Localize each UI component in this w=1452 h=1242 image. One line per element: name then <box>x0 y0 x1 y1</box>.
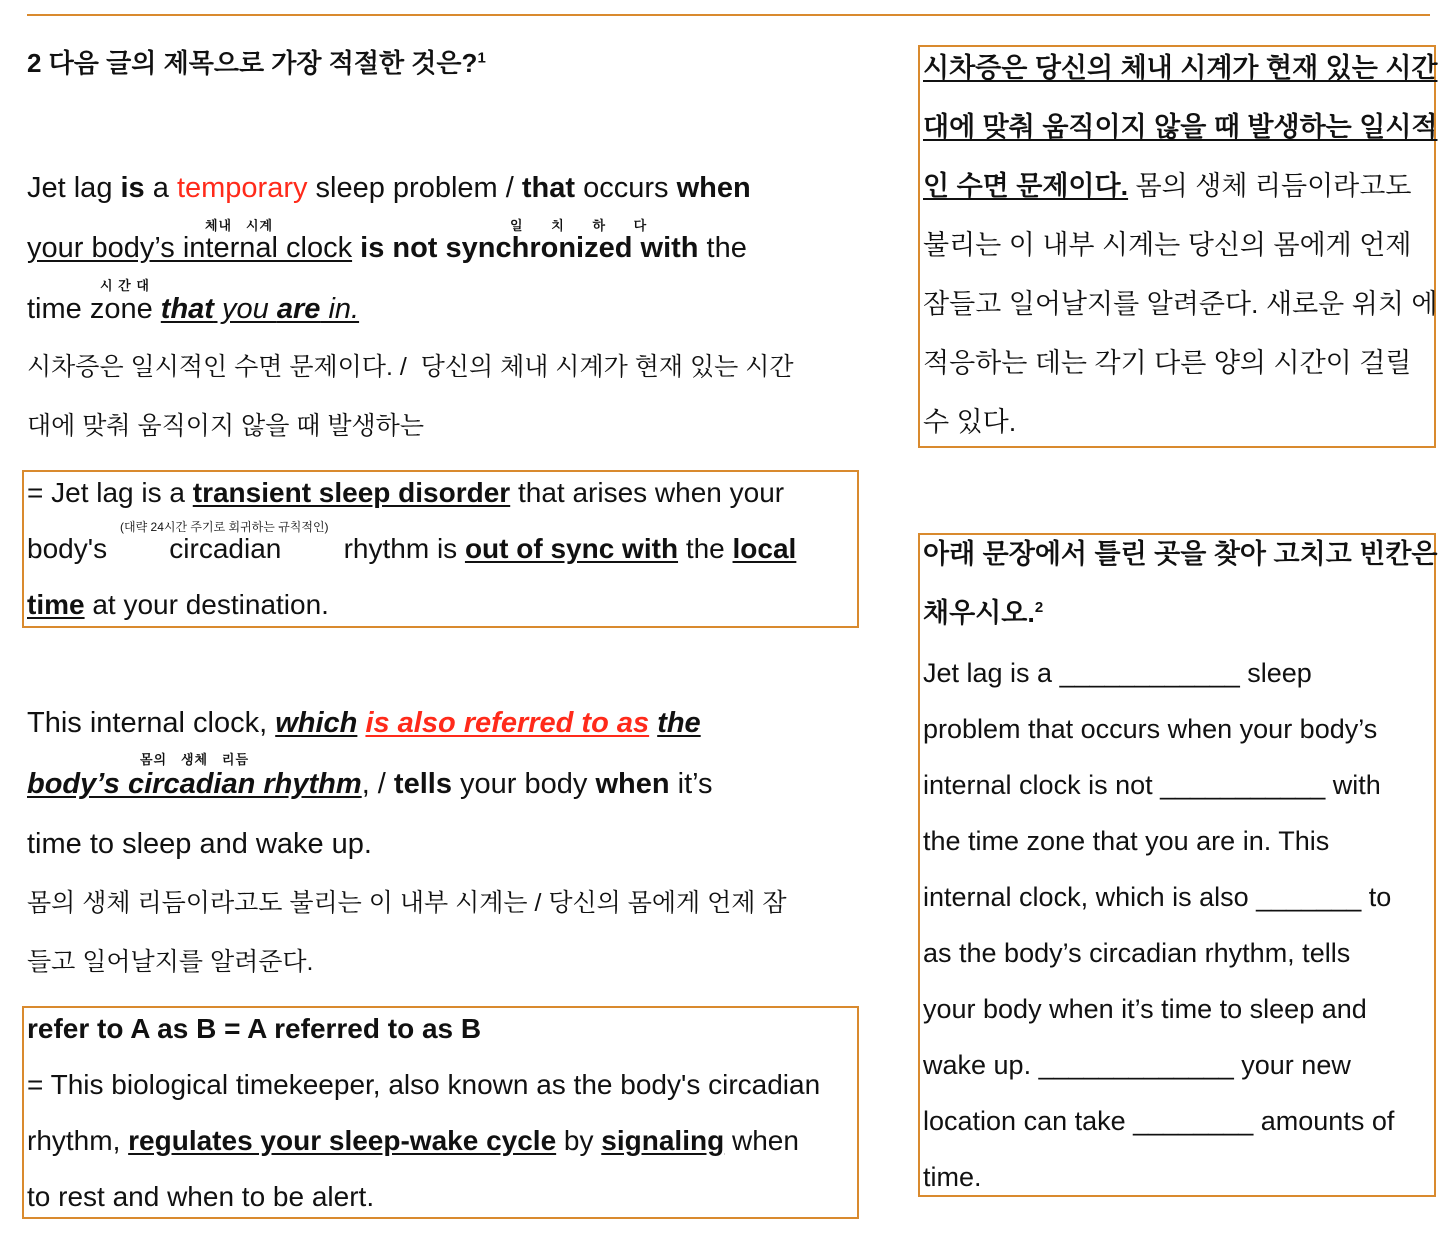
text-segment: at your destination. <box>84 589 329 620</box>
text-segment: a <box>144 172 177 204</box>
text-segment: occurs <box>575 172 677 204</box>
exercise-line: the time zone that you are in. This <box>923 826 1330 856</box>
text-segment: to rest and when to be alert. <box>27 1181 375 1212</box>
text-segment: the <box>698 232 747 264</box>
exercise-line: your body when it’s time to sleep and <box>923 994 1367 1024</box>
text-segment: when <box>724 1125 799 1156</box>
top-rule <box>27 14 1430 16</box>
text-segment: when <box>595 768 670 800</box>
passage-line <box>27 770 713 799</box>
annotation-internal-clock: 체내 시계 <box>205 218 274 233</box>
text-segment: transient sleep disorder <box>192 477 511 508</box>
annotation-circadian: (대략 24시간 주기로 회귀하는 규칙적인) <box>120 520 329 534</box>
paraphrase-line <box>27 1183 374 1211</box>
text-segment: time zone <box>27 293 161 325</box>
passage-line <box>27 830 372 859</box>
paraphrase-line <box>27 479 784 507</box>
text-segment: body's circadian rhythm is <box>27 533 465 564</box>
annotation-circadian-rhythm: 몸의 생체 리듬 <box>140 752 250 767</box>
text-segment: that <box>521 172 576 204</box>
korean-translation-line: 대에 맞춰 움직이지 않을 때 발생하는 <box>27 412 424 440</box>
text-segment: Jet lag <box>27 172 121 204</box>
text-segment: that <box>160 293 214 325</box>
footnote-marker: 2 <box>1034 599 1044 616</box>
text-segment: 몸의 생체 리듬이라고도 <box>1128 171 1412 201</box>
text-segment: the <box>678 533 733 564</box>
text-segment: 불리는 이 내부 시계는 당신의 몸에게 언제 <box>923 230 1412 260</box>
exercise-title <box>923 600 1043 627</box>
text-segment: out of sync with <box>464 533 679 564</box>
footnote-marker: 1 <box>477 49 486 67</box>
exercise-box <box>918 533 1436 1197</box>
paraphrase-line <box>27 535 796 563</box>
text-segment: time to sleep and wake up. <box>27 828 372 860</box>
passage-line <box>27 295 359 324</box>
exercise-line: Jet lag is a ____________ sleep <box>923 658 1312 688</box>
text-segment: when <box>676 172 751 204</box>
translation-line <box>923 232 1411 259</box>
text-segment: 잠들고 일어날지를 알려준다. 새로운 위치 에 <box>923 289 1438 319</box>
exercise-line: location can take ________ amounts of <box>923 1106 1395 1136</box>
translation-line <box>923 291 1437 318</box>
translation-line <box>923 114 1437 141</box>
annotation-time-zone: 시 간 대 <box>100 278 150 293</box>
text-segment: temporary <box>176 172 308 204</box>
text-segment: you <box>213 293 277 325</box>
korean-translation-line: 몸의 생체 리듬이라고도 불리는 이 내부 시계는 / 당신의 몸에게 언제 잠 <box>27 889 787 917</box>
text-segment: This internal clock, <box>27 707 276 739</box>
text-segment: , / <box>361 768 394 800</box>
translation-line <box>923 173 1411 200</box>
text-segment: your body’s internal clock <box>27 232 353 264</box>
text-segment: = Jet lag is a <box>27 477 193 508</box>
exercise-line: problem that occurs when your body’s <box>923 714 1378 744</box>
text-segment <box>649 707 657 739</box>
passage-line <box>27 174 751 203</box>
text-segment: are <box>276 293 321 325</box>
text-segment: 시차증은 당신의 체내 시계가 현재 있는 시간 <box>923 53 1438 83</box>
annotation-synchronized: 일 치 하 다 <box>510 218 648 233</box>
translation-line <box>923 55 1437 82</box>
translation-line <box>923 409 1016 436</box>
text-segment: by <box>556 1125 602 1156</box>
exercise-line: wake up. _____________ your new <box>923 1050 1351 1080</box>
text-segment: signaling <box>601 1125 725 1156</box>
text-segment: is <box>120 172 145 204</box>
text-segment: sleep problem / <box>307 172 522 204</box>
question-text: 2 다음 글의 제목으로 가장 적절한 것은? <box>27 48 478 78</box>
text-segment: is not synchronized with <box>360 232 699 264</box>
text-segment: 대에 맞춰 움직이지 않을 때 발생하는 일시적 <box>923 112 1438 142</box>
text-segment: refer to A as B = A referred to as B <box>27 1013 482 1044</box>
text-segment: = This biological timekeeper, also known as the body's circadian <box>27 1069 821 1100</box>
text-segment: local <box>732 533 797 564</box>
exercise-line: as the body’s circadian rhythm, tells <box>923 938 1351 968</box>
text-segment: in. <box>320 293 360 325</box>
text-segment: 인 수면 문제이다. <box>923 171 1129 201</box>
exercise-line: time. <box>923 1162 982 1192</box>
exercise-title: 아래 문장에서 틀린 곳을 찾아 고치고 빈칸은 <box>923 539 1438 569</box>
paraphrase-line <box>27 1015 481 1043</box>
korean-translation-line: 들고 일어날지를 알려준다. <box>27 948 314 976</box>
text-segment <box>352 232 360 264</box>
text-segment: time <box>27 589 85 620</box>
text-segment: 수 있다. <box>923 407 1017 437</box>
exercise-line: internal clock, which is also _______ to <box>923 882 1392 912</box>
text-segment: which <box>275 707 358 739</box>
paraphrase-line <box>27 591 329 619</box>
text-segment: regulates your sleep-wake cycle <box>128 1125 557 1156</box>
text-segment: rhythm, <box>27 1125 129 1156</box>
passage-line <box>27 709 701 738</box>
exercise-title-text: 채우시오. <box>923 598 1035 628</box>
passage-line <box>27 234 747 263</box>
exercise-line: internal clock is not ___________ with <box>923 770 1381 800</box>
text-segment: it’s <box>669 768 713 800</box>
text-segment: 적응하는 데는 각기 다른 양의 시간이 걸릴 <box>923 348 1412 378</box>
text-segment: your body <box>451 768 596 800</box>
korean-translation-line: 시차증은 일시적인 수면 문제이다. / 당신의 체내 시계가 현재 있는 시간 <box>27 353 794 381</box>
paraphrase-line <box>27 1127 799 1155</box>
paraphrase-line <box>27 1071 820 1099</box>
text-segment: tells <box>393 768 452 800</box>
question-title <box>27 50 486 76</box>
text-segment: the <box>657 707 701 739</box>
text-segment: is also referred to as <box>365 707 650 739</box>
text-segment: that arises when your <box>510 477 785 508</box>
translation-line <box>923 350 1411 377</box>
text-segment: body’s circadian rhythm <box>27 768 362 800</box>
